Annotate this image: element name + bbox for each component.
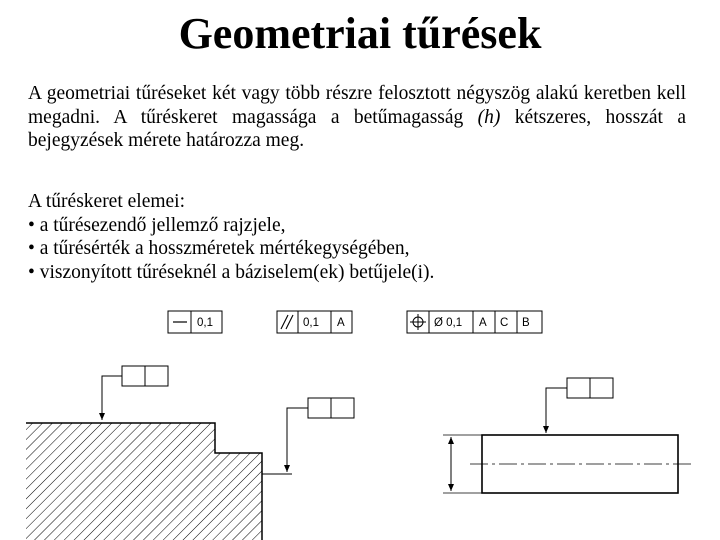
frame3-value: Ø 0,1 [434, 317, 463, 329]
frame3-datum-c: C [500, 317, 509, 329]
frame3-datum-a: A [479, 317, 487, 329]
list-item: • a tűrésezendő jellemző rajzjele, [28, 214, 286, 236]
intro-text-2: kétszeres, hosszát a bejegyzések mérete határozza meg. [28, 106, 686, 151]
frame3-datum-b: B [522, 317, 530, 329]
frame2-datum: A [337, 317, 345, 329]
letter-height-symbol: (h) [477, 106, 501, 128]
parallelism-icon [281, 315, 293, 329]
page-title: Geometriai tűrések [178, 9, 542, 58]
position-icon [410, 314, 426, 330]
list-item: • a tűrésérték a hosszméretek mértékegységében, [28, 238, 410, 259]
tolerance-frame-position [407, 311, 542, 333]
frame2-value: 0,1 [303, 317, 319, 329]
list-item: • viszonyított tűréseknél a báziselem(ek) betűjele(i). [28, 261, 435, 283]
list-heading: A tűréskeret elemei: [28, 191, 186, 212]
tolerance-frame-parallelism [277, 311, 352, 333]
tolerance-frame-straightness [168, 311, 222, 333]
frame1-value: 0,1 [197, 317, 213, 329]
intro-text-1: A geometriai tűréseket két vagy több részre felosztott négyszög alakú keretben kell megadni. A tűréskeret magassága a betűmagasság [28, 83, 686, 128]
stepped-part-drawing [26, 366, 354, 540]
shaft-drawing [443, 378, 695, 493]
